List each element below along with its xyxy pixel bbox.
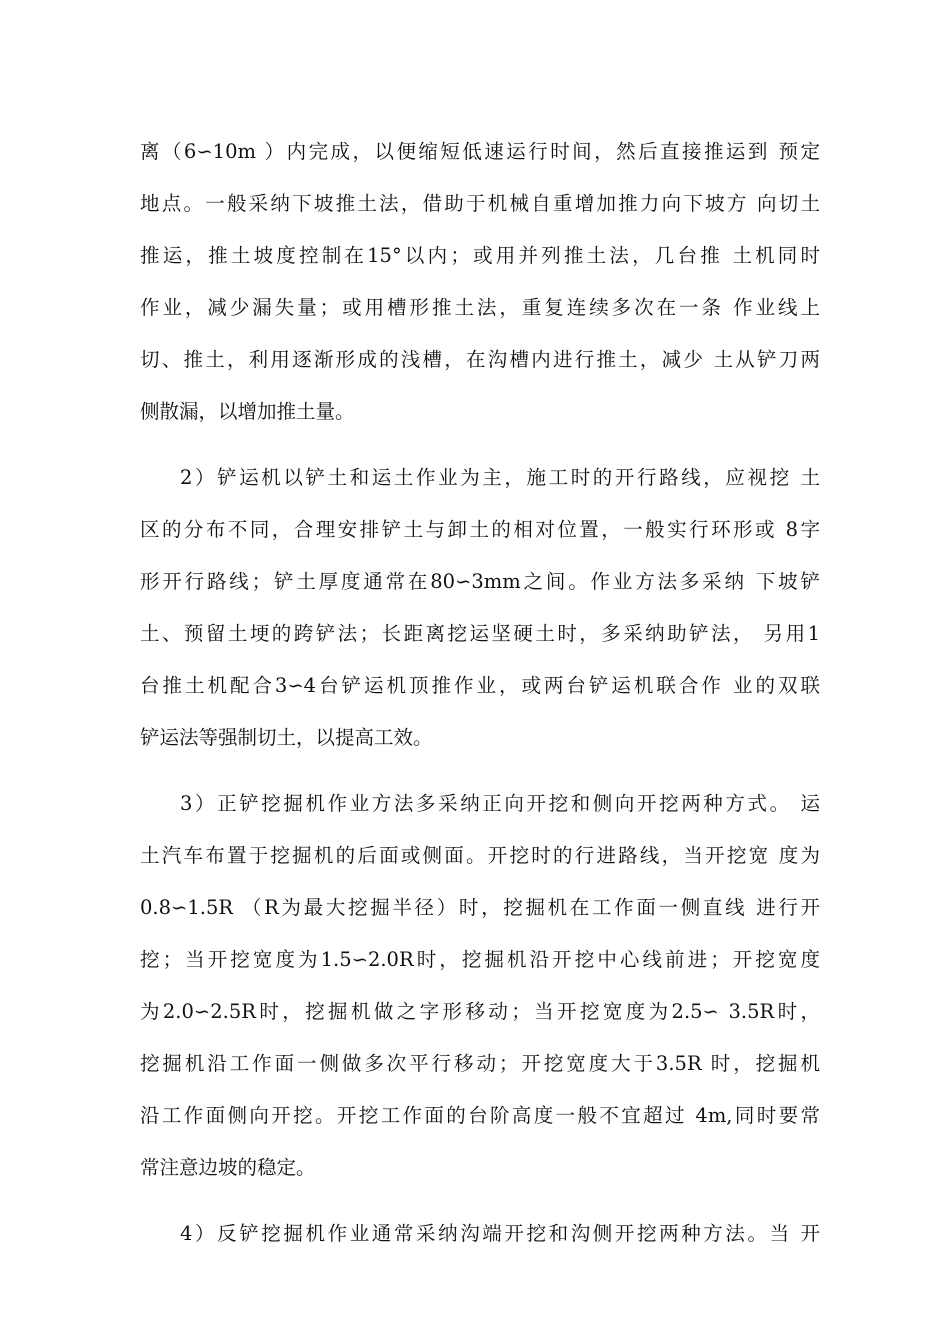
text-line: 挖；当开挖宽度为1.5∽2.0R时，挖掘机沿开挖中心线前进；开挖宽度 xyxy=(140,948,820,971)
text-line: 挖掘机沿工作面一侧做多次平行移动；开挖宽度大于3.5R 时，挖掘机 xyxy=(140,1052,820,1075)
paragraph-2 xyxy=(140,452,820,764)
text-line: 0.8∽1.5R （R为最大挖掘半径）时，挖掘机在工作面一侧直线 进行开 xyxy=(140,896,820,919)
text-line: 离（6∽10m ）内完成，以便缩短低速运行时间，然后直接推运到 预定 xyxy=(140,140,820,163)
text-line: 3）正铲挖掘机作业方法多采纳正向开挖和侧向开挖两种方式。 运 xyxy=(180,792,820,815)
text-line: 土、预留土埂的跨铲法；长距离挖运坚硬土时，多采纳助铲法， 另用1 xyxy=(140,622,820,645)
text-line: 形开行路线；铲土厚度通常在80∽3mm之间。作业方法多采纳 下坡铲 xyxy=(140,570,820,593)
body-text xyxy=(140,126,820,1260)
text-line: 地点。一般采纳下坡推土法，借助于机械自重增加推力向下坡方 向切土 xyxy=(140,192,820,215)
text-line: 4）反铲挖掘机作业通常采纳沟端开挖和沟侧开挖两种方法。当 开 xyxy=(180,1222,820,1245)
text-line: 常注意边坡的稳定。 xyxy=(140,1156,316,1179)
text-line: 2）铲运机以铲土和运土作业为主，施工时的开行路线，应视挖 土 xyxy=(180,466,820,489)
text-line: 区的分布不同，合理安排铲土与卸土的相对位置，一般实行环形或 8字 xyxy=(140,518,820,541)
text-line: 切、推土，利用逐渐形成的浅槽，在沟槽内进行推土，减少 土从铲刀两 xyxy=(140,348,820,371)
text-line: 铲运法等强制切土，以提高工效。 xyxy=(140,726,433,749)
text-line: 推运，推土坡度控制在15°以内；或用并列推土法，几台推 土机同时 xyxy=(140,244,820,267)
paragraph-1 xyxy=(140,126,820,438)
text-line: 沿工作面侧向开挖。开挖工作面的台阶高度一般不宜超过 4m,同时要常 xyxy=(140,1104,820,1127)
text-line: 作业，减少漏失量；或用槽形推土法，重复连续多次在一条 作业线上 xyxy=(140,296,820,319)
text-line: 侧散漏，以增加推土量。 xyxy=(140,400,355,423)
paragraph-3 xyxy=(140,778,820,1194)
text-line: 土汽车布置于挖掘机的后面或侧面。开挖时的行进路线，当开挖宽 度为 xyxy=(140,844,820,867)
text-line: 为2.0∽2.5R时，挖掘机做之字形移动；当开挖宽度为2.5∽ 3.5R时， xyxy=(140,1000,820,1023)
paragraph-4 xyxy=(140,1208,820,1260)
text-line: 台推土机配合3∽4台铲运机顶推作业，或两台铲运机联合作 业的双联 xyxy=(140,674,820,697)
